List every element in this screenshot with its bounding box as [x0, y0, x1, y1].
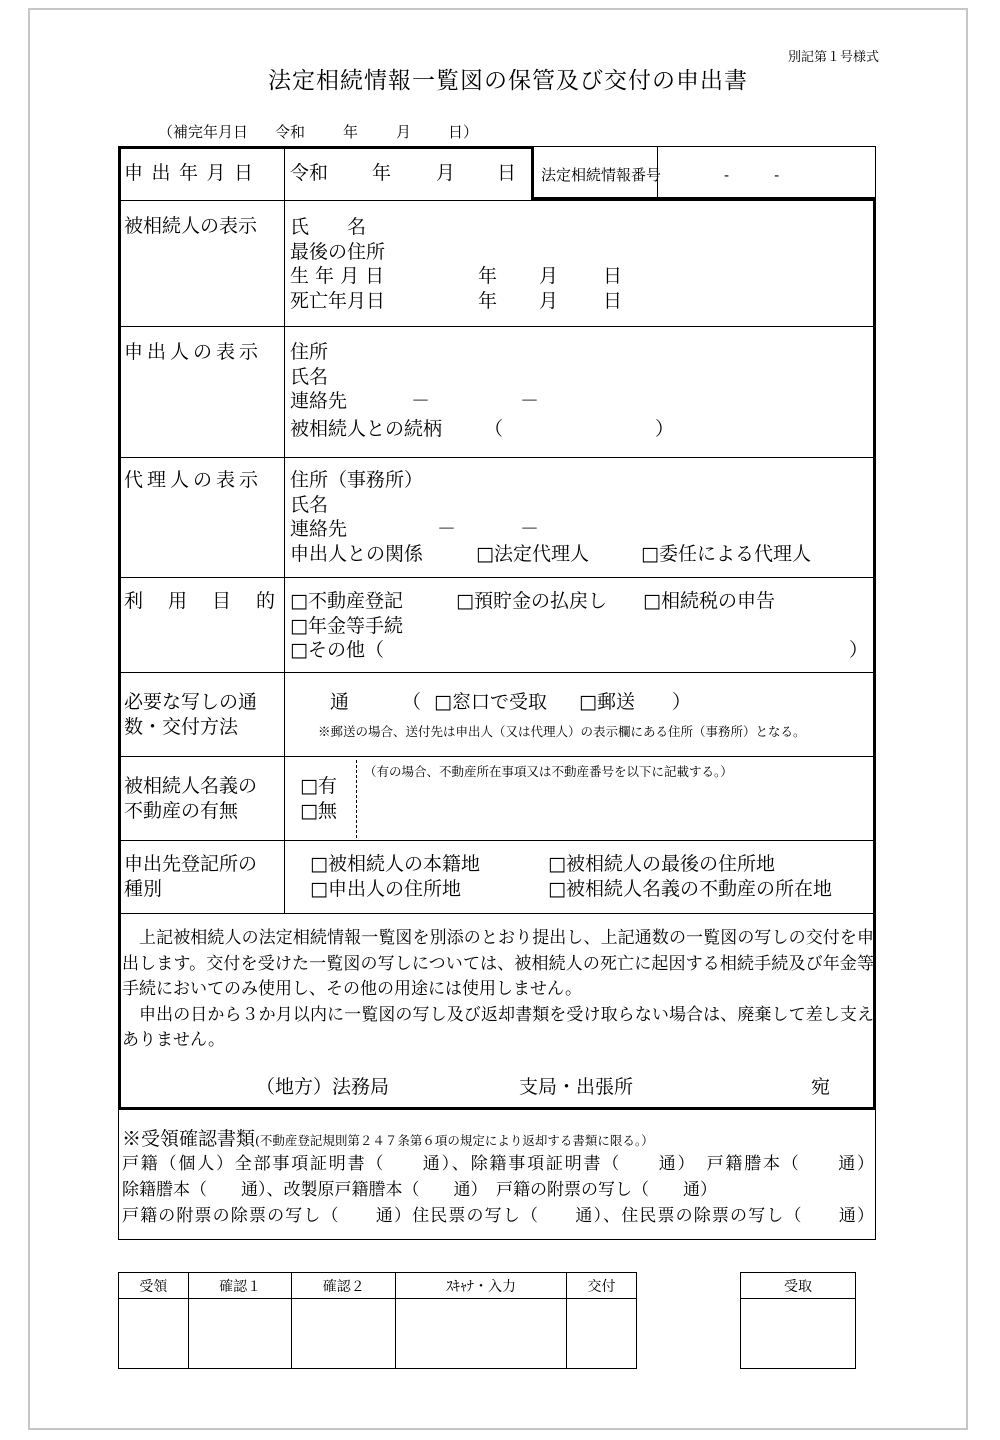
stamp-box — [741, 1299, 856, 1369]
supplement-date-line — [158, 121, 248, 142]
agent-label: 代理人の表示 — [124, 469, 263, 491]
label-column-divider — [284, 146, 285, 913]
death-month-unit: 月 — [539, 289, 559, 312]
applicant-label: 申出人の表示 — [124, 341, 263, 363]
purpose-label: 利用目的 — [124, 590, 301, 612]
purpose-real-estate-checkbox[interactable]: □不動産登記 — [290, 590, 403, 612]
stamp-header-issue: 交付 — [567, 1273, 637, 1299]
death-day-unit: 日 — [603, 289, 623, 312]
copies-paren-close: ） — [672, 691, 692, 713]
birth-month-unit: 月 — [539, 265, 559, 287]
office-stamp-table — [118, 1272, 637, 1369]
application-day: 日 — [497, 162, 517, 184]
receipt-docs-line: 戸籍の附票の除票の写し（ 通）住民票の写し（ 通）、住民票の除票の写し（ 通） — [122, 1206, 874, 1226]
stamp-box — [119, 1299, 189, 1369]
addressee-suffix: 宛 — [811, 1076, 831, 1098]
mail-checkbox[interactable]: □郵送 — [579, 691, 635, 713]
supplement-year: 年 — [343, 123, 359, 141]
delegated-agent-checkbox[interactable]: □委任による代理人 — [641, 543, 811, 565]
copies-paren-open: （ — [402, 691, 422, 713]
copies-label-line2: 数・交付方法 — [124, 716, 239, 738]
stamp-box — [396, 1299, 567, 1369]
declaration-paragraph: 申出の日から３か月以内に一覧図の写し及び返却書類を受け取らない場合は、廃棄して差し支えありません。 — [122, 1004, 874, 1050]
stamp-box — [567, 1299, 637, 1369]
application-month: 月 — [436, 162, 456, 184]
agent-contact-dash: － — [520, 518, 540, 540]
row-divider — [118, 672, 876, 673]
decedent-label: 被相続人の表示 — [124, 215, 258, 237]
application-year: 年 — [372, 162, 392, 184]
real-estate-label-line1: 被相続人名義の — [124, 775, 258, 797]
agent-contact-dash: － — [437, 518, 457, 540]
application-era: 令和 — [290, 162, 329, 184]
row-divider — [118, 756, 876, 757]
decedent-birth-field: 生 年 月 日 — [290, 265, 385, 287]
agent-contact-field: 連絡先 — [290, 518, 348, 540]
stamp-header-received: 受領 — [119, 1273, 189, 1299]
supplement-label: （補完年月日 — [158, 123, 249, 141]
registry-domicile-checkbox[interactable]: □被相続人の本籍地 — [310, 853, 480, 875]
agent-address-field: 住所（事務所） — [290, 469, 424, 491]
supplement-day: 日） — [448, 123, 479, 141]
copies-label-line1: 必要な写しの通 — [124, 691, 258, 713]
copies-count-unit: 通 — [330, 691, 350, 713]
row-divider — [118, 913, 876, 914]
row-divider — [118, 200, 876, 201]
stamp-header-check1: 確認１ — [188, 1273, 292, 1299]
birth-day-unit: 日 — [603, 265, 623, 287]
real-estate-yes-checkbox[interactable]: □有 — [300, 775, 337, 797]
purpose-other-close: ） — [849, 639, 869, 661]
registry-label-line1: 申出先登記所の — [124, 853, 258, 875]
applicant-address-field: 住所 — [290, 341, 329, 363]
death-year-unit: 年 — [478, 289, 498, 312]
applicant-name-field: 氏名 — [290, 365, 329, 388]
receipt-docs-line: 除籍謄本（ 通）、改製原戸籍謄本（ 通） 戸籍の附票の写し（ 通） — [122, 1180, 717, 1200]
registry-applicant-address-checkbox[interactable]: □申出人の住所地 — [310, 878, 461, 900]
purpose-other-checkbox[interactable]: □その他（ — [290, 639, 384, 661]
row-divider — [118, 840, 876, 841]
page-title: 法定相続情報一覧図の保管及び交付の申出書 — [268, 68, 748, 94]
row-divider — [118, 326, 876, 327]
addressee-branch: 支局・出張所 — [519, 1076, 634, 1098]
real-estate-no-checkbox[interactable]: □無 — [300, 800, 337, 822]
real-estate-dashed-divider — [356, 760, 357, 838]
receipt-docs-title: ※受領確認書類 — [122, 1128, 256, 1150]
purpose-pension-checkbox[interactable]: □年金等手続 — [290, 614, 403, 637]
decedent-death-field: 死亡年月日 — [290, 289, 386, 312]
agent-relation-field: 申出人との関係 — [290, 543, 424, 565]
stamp-header-scan: ｽｷｬﾅ・入力 — [396, 1273, 567, 1299]
legal-agent-checkbox[interactable]: □法定代理人 — [476, 543, 589, 565]
certificate-number-field[interactable]: - - — [724, 166, 780, 184]
receipt-docs-line: 戸籍（個人）全部事項証明書（ 通）、除籍事項証明書（ 通） 戸籍謄本（ 通） — [122, 1154, 874, 1174]
declaration-text — [122, 926, 874, 1054]
applicant-relation-field: 被相続人との続柄 — [290, 418, 443, 440]
receipt-docs-heading — [122, 1126, 654, 1154]
pickup-stamp-table — [740, 1272, 856, 1369]
addressee-bureau: （地方）法務局 — [256, 1076, 390, 1098]
mailing-note: ※郵送の場合、送付先は申出人（又は代理人）の表示欄にある住所（事務所）となる。 — [318, 724, 806, 739]
certificate-number-label: 法定相続情報番号 — [541, 166, 662, 184]
row-divider — [118, 457, 876, 458]
purpose-tax-checkbox[interactable]: □相続税の申告 — [643, 590, 775, 612]
pickup-window-checkbox[interactable]: □窓口で受取 — [434, 691, 547, 713]
agent-name-field: 氏名 — [290, 493, 329, 516]
supplement-era: 令和 — [275, 123, 306, 141]
relation-paren-close: ） — [655, 418, 675, 440]
application-date-label: 申出年月日 — [124, 162, 262, 184]
declaration-paragraph: 上記被相続人の法定相続情報一覧図を別添のとおり提出し、上記通数の一覧図の写しの交付を申出します。交付を受けた一覧図の写しについては、被相続人の死亡に起因する相続手続及び年金等手続においてのみ使用し、その他の用途には使用しません。 — [122, 928, 874, 999]
stamp-box — [188, 1299, 292, 1369]
receipt-docs-note: (不動産登記規則第２４７条第６項の規定により返却する書類に限る。） — [255, 1133, 654, 1148]
relation-paren-open: （ — [484, 418, 504, 440]
registry-label-line2: 種別 — [124, 878, 163, 900]
purpose-deposit-checkbox[interactable]: □預貯金の払戻し — [456, 590, 607, 612]
birth-year-unit: 年 — [478, 265, 498, 287]
decedent-name-field: 氏 名 — [290, 216, 367, 238]
row-divider — [118, 577, 876, 578]
real-estate-label-line2: 不動産の有無 — [124, 800, 239, 822]
real-estate-note: （有の場合、不動産所在事項又は不動産番号を以下に記載する。） — [364, 764, 733, 779]
top-thick-line — [118, 146, 534, 149]
stamp-header-check2: 確認２ — [292, 1273, 396, 1299]
decedent-address-field: 最後の住所 — [290, 240, 386, 263]
registry-property-location-checkbox[interactable]: □被相続人名義の不動産の所在地 — [548, 878, 832, 900]
form-code: 別記第１号様式 — [788, 50, 880, 65]
applicant-contact-dash: － — [520, 390, 540, 412]
registry-last-address-checkbox[interactable]: □被相続人の最後の住所地 — [548, 853, 775, 875]
stamp-box — [292, 1299, 396, 1369]
stamp-header-pickup: 受取 — [741, 1273, 856, 1299]
applicant-contact-field: 連絡先 — [290, 390, 348, 412]
supplement-month: 月 — [396, 123, 412, 141]
applicant-contact-dash: － — [411, 390, 431, 412]
